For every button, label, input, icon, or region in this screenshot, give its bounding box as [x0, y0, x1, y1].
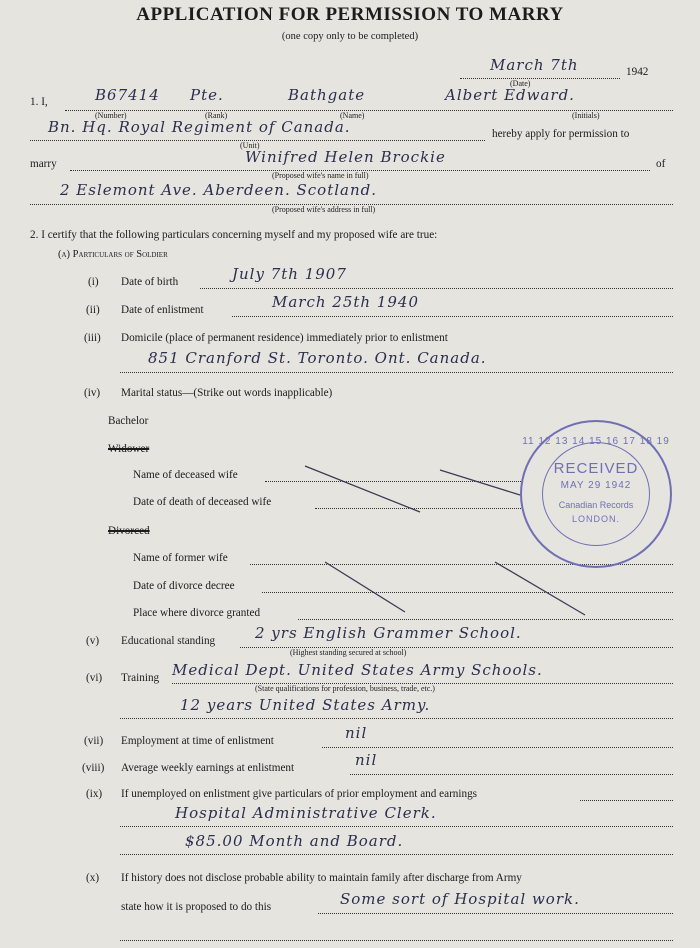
received-stamp	[520, 420, 672, 568]
wife-address-value[interactable]: 2 Eslemont Ave. Aberdeen. Scotland.	[60, 181, 377, 199]
stamp-received: RECEIVED	[553, 460, 639, 477]
stamp-inner-circle	[542, 442, 650, 546]
item-ix-number: (ix)	[86, 788, 103, 800]
former-wife-label: Name of former wife	[133, 552, 228, 564]
training-value-2[interactable]: 12 years United States Army.	[180, 696, 431, 714]
prior-earnings-value[interactable]: $85.00 Month and Board.	[185, 832, 404, 850]
date-value[interactable]: March 7th	[490, 56, 579, 74]
soldier-initials[interactable]: Albert Edward.	[445, 86, 575, 104]
training-sublabel: (State qualifications for profession, business, trade, etc.)	[255, 684, 435, 693]
training-value[interactable]: Medical Dept. United States Army Schools.	[172, 661, 543, 679]
item-iv-label: Marital status—(Strike out words inapplicable)	[121, 387, 333, 399]
prior-employment-line-1	[120, 826, 673, 827]
earnings-line	[350, 774, 673, 775]
item-viii-number: (viii)	[82, 762, 105, 774]
unit-value[interactable]: Bn. Hq. Royal Regiment of Canada.	[48, 118, 351, 136]
item-ii-label: Date of enlistment	[121, 304, 204, 316]
stamp-office: Canadian Records	[558, 500, 634, 510]
date-year: 1942	[626, 66, 649, 78]
training-line-2	[120, 718, 673, 719]
section1-prefix: 1. I,	[30, 96, 48, 108]
stamp-ring-numbers: 11 12 13 14 15 16 17 18 19	[522, 436, 670, 447]
soldier-rank[interactable]: Pte.	[190, 86, 224, 104]
apply-text: hereby apply for permission to	[492, 128, 630, 140]
number-label: (Number)	[95, 111, 127, 120]
page-title: APPLICATION FOR PERMISSION TO MARRY	[136, 4, 564, 25]
education-sublabel: (Highest standing secured at school)	[290, 648, 407, 657]
prior-employment-line-0	[580, 800, 673, 801]
employment-value[interactable]: nil	[345, 724, 368, 742]
name-label: (Name)	[340, 111, 365, 120]
soldier-number[interactable]: B67414	[95, 86, 160, 104]
item-i-label: Date of birth	[121, 276, 179, 288]
section2-intro: 2. I certify that the following particulars concerning myself and my proposed wife are true:	[30, 229, 438, 241]
stamp-date: MAY 29 1942	[560, 480, 632, 491]
maintenance-line-2	[120, 940, 673, 941]
particulars-heading: (a) Particulars of Soldier	[58, 249, 168, 260]
birth-date-value[interactable]: July 7th 1907	[232, 265, 347, 283]
item-ix-label: If unemployed on enlistment give particulars of prior employment and earnings	[121, 788, 478, 800]
widower-label: Widower	[108, 443, 150, 455]
item-iii-number: (iii)	[84, 332, 101, 344]
earnings-value[interactable]: nil	[355, 751, 378, 769]
page-subtitle: (one copy only to be completed)	[281, 31, 419, 42]
bachelor-label: Bachelor	[108, 415, 149, 427]
prior-employment-line-2	[120, 854, 673, 855]
employment-line	[322, 747, 673, 748]
item-x-number: (x)	[86, 872, 100, 884]
item-v-label: Educational standing	[121, 635, 216, 647]
wife-name-label: (Proposed wife's name in full)	[272, 171, 369, 180]
item-x-label-2: state how it is proposed to do this	[121, 901, 272, 913]
prior-employment-value[interactable]: Hospital Administrative Clerk.	[175, 804, 437, 822]
enlistment-date-value[interactable]: March 25th 1940	[272, 293, 420, 311]
item-vii-number: (vii)	[84, 735, 104, 747]
divorce-date-label: Date of divorce decree	[133, 580, 235, 592]
wife-address-label: (Proposed wife's address in full)	[272, 205, 376, 214]
item-i-number: (i)	[88, 276, 99, 288]
deceased-wife-date-label: Date of death of deceased wife	[133, 496, 272, 508]
unit-label: (Unit)	[240, 141, 260, 150]
initials-label: (Initials)	[572, 111, 600, 120]
wife-name-value[interactable]: Winifred Helen Brockie	[245, 148, 446, 166]
stamp-city: LONDON.	[571, 514, 620, 524]
item-viii-label: Average weekly earnings at enlistment	[121, 762, 295, 774]
date-label: (Date)	[510, 79, 531, 88]
divorced-label: Divorced	[108, 525, 150, 537]
maintenance-line	[318, 913, 673, 914]
marry-label: marry	[30, 158, 57, 170]
of-label: of	[656, 158, 666, 170]
item-vi-label: Training	[121, 672, 160, 684]
item-iv-number: (iv)	[84, 387, 101, 399]
item-iii-label: Domicile (place of permanent residence) immediately prior to enlistment	[121, 332, 448, 344]
item-vi-number: (vi)	[86, 672, 103, 684]
domicile-value[interactable]: 851 Cranford St. Toronto. Ont. Canada.	[148, 349, 487, 367]
item-v-number: (v)	[86, 635, 100, 647]
education-value[interactable]: 2 yrs English Grammer School.	[255, 624, 522, 642]
soldier-name[interactable]: Bathgate	[288, 86, 366, 104]
item-ii-number: (ii)	[86, 304, 100, 316]
divorce-place-label: Place where divorce granted	[133, 607, 261, 619]
maintenance-value[interactable]: Some sort of Hospital work.	[340, 890, 580, 908]
item-x-label: If history does not disclose probable ability to maintain family after discharge from Army	[121, 872, 522, 884]
rank-label: (Rank)	[205, 111, 228, 120]
item-vii-label: Employment at time of enlistment	[121, 735, 274, 747]
deceased-wife-name-label: Name of deceased wife	[133, 469, 238, 481]
